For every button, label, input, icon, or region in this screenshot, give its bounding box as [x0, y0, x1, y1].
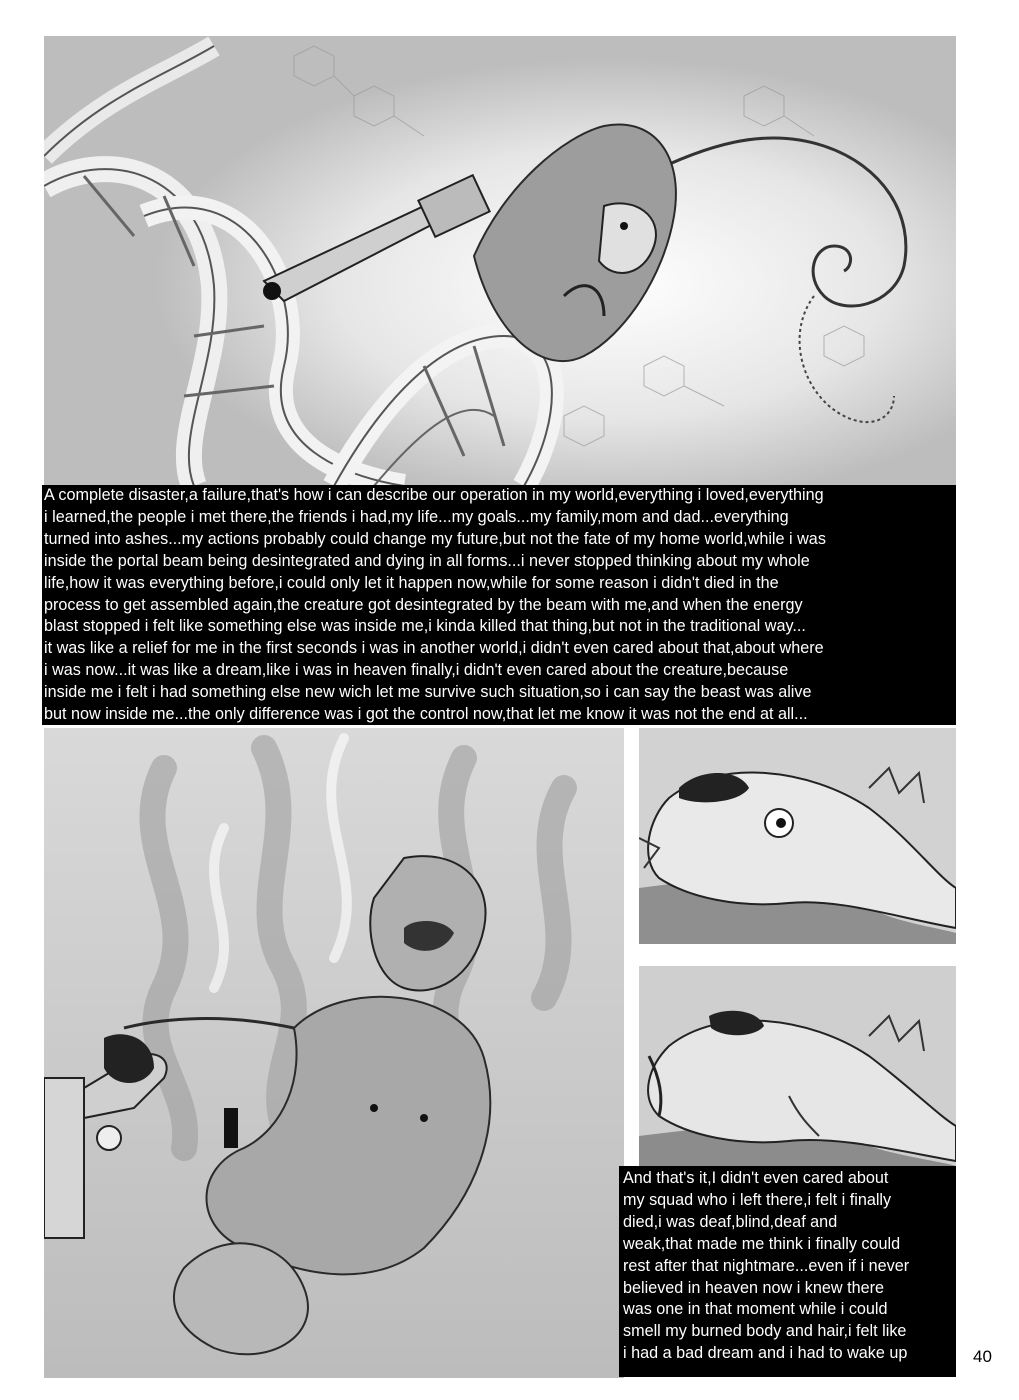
burning-creature-illustration: [44, 728, 624, 1378]
panel-face-closeup-1: [639, 728, 956, 944]
face-closeup-illustration-2: [639, 966, 956, 1171]
panel-dna-creature: [44, 36, 956, 486]
page-number: 40: [973, 1347, 992, 1366]
dna-creature-illustration: [44, 36, 956, 486]
panel-burning-creature: [44, 728, 624, 1378]
panel-face-closeup-2: [639, 966, 956, 1171]
face-closeup-illustration-1: [639, 728, 956, 944]
caption-bottom: And that's it,I didn't even cared about my squad who i left there,i felt i finally died,i was deaf,blind,deaf and weak,that made me think i finally could rest after that nightmare...even if i never believed in heaven now i knew there was one in that moment while i could smell my burned body and hair,i felt like i had a bad dream and i had to wake up: [619, 1166, 956, 1377]
caption-top: A complete disaster,a failure,that's how i can describe our operation in my world,everything i loved,everything i learned,the people i met there,the friends i had,my life...my goals...my family,mom and dad...everything turned into ashes...my actions probably could change my future,but not the fate of my home world,while i was inside the portal beam being desintegrated and dying in all forms...i never stopped thinking about my whole life,how it was everything before,i could only let it happen now,while for some reason i didn't died in the process to get assembled again,the creature got desintegrated by the beam with me,and when the energy blast stopped i felt like something else was inside me,i kinda killed that thing,but not in the traditional way... it was like a relief for me in the first seconds i was in another world,i didn't even cared about that,about where i was now...it was like a dream,like i was in heaven finally,i didn't even cared about the creature,because inside me i felt i had something else new wich let me survive such situation,so i can say the beast was alive but now inside me...the only difference was i got the control now,that let me know it was not the end at all...: [42, 485, 956, 725]
